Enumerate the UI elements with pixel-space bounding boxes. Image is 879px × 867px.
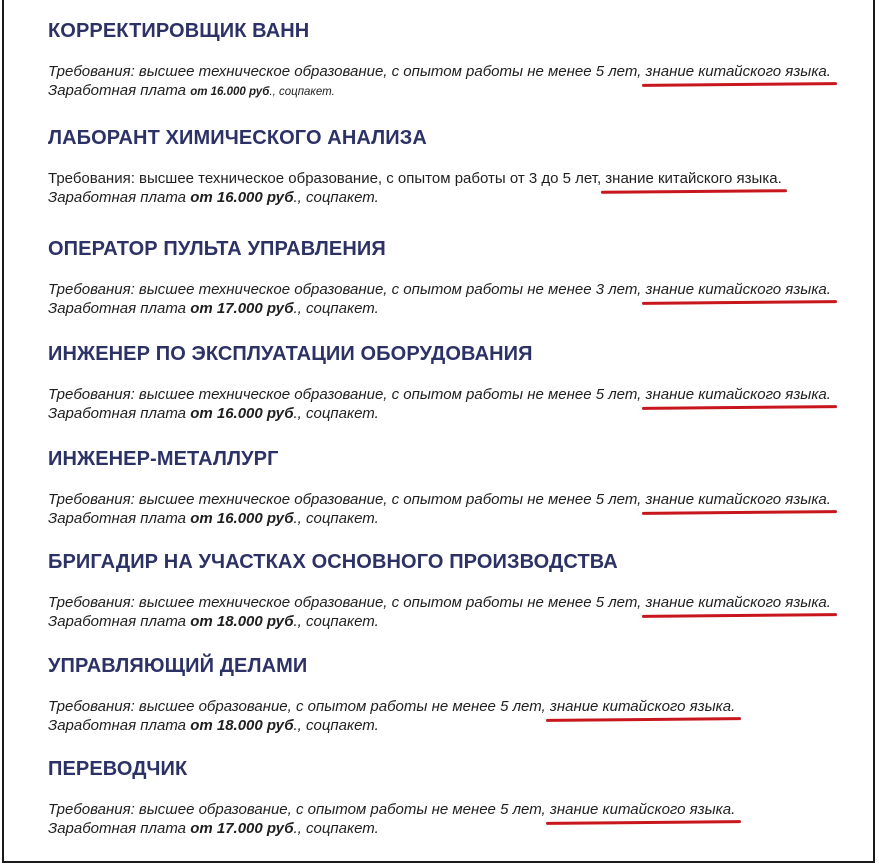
salary-label: Заработная плата: [48, 405, 191, 422]
job-title: УПРАВЛЯЮЩИЙ ДЕЛАМИ: [48, 655, 308, 677]
job-title: ЛАБОРАНТ ХИМИЧЕСКОГО АНАЛИЗА: [48, 127, 427, 149]
job-requirements: [48, 280, 868, 299]
salary-amount: от 18.000 руб: [190, 717, 294, 734]
job-requirements: [48, 62, 868, 81]
salary-label: Заработная плата: [48, 820, 191, 837]
job-title: БРИГАДИР НА УЧАСТКАХ ОСНОВНОГО ПРОИЗВОДСТВА: [48, 551, 618, 573]
job-listing: [48, 237, 868, 318]
salary-benefits: ., соцпакет.: [293, 300, 379, 317]
salary-label: Заработная плата: [48, 189, 191, 206]
highlighted-requirement: знание китайского языка.: [645, 386, 831, 403]
salary-amount: от 18.000 руб: [190, 613, 294, 630]
salary-benefits: ., соцпакет.: [293, 510, 379, 527]
highlighted-requirement: знание китайского языка.: [645, 281, 831, 298]
requirements-text: Требования: высшее техническое образование, с опытом работы не менее 3 лет,: [48, 281, 646, 298]
salary-label: Заработная плата: [48, 510, 191, 527]
job-salary: [48, 716, 868, 735]
salary-amount: от 16.000 руб: [190, 510, 294, 527]
requirements-text: Требования: высшее техническое образование, с опытом работы от 3 до 5 лет,: [48, 170, 606, 187]
salary-amount: от 17.000 руб: [190, 300, 294, 317]
job-requirements: [48, 697, 868, 716]
job-requirements: [48, 169, 868, 188]
job-listing: [48, 447, 868, 528]
salary-amount: от 16.000 руб: [190, 405, 294, 422]
salary-label: Заработная плата: [48, 613, 191, 630]
job-listing: [48, 342, 868, 423]
highlighted-requirement: знание китайского языка.: [645, 594, 831, 611]
requirements-text: Требования: высшее техническое образование, с опытом работы не менее 5 лет,: [48, 491, 646, 508]
requirements-text: Требования: высшее техническое образование, с опытом работы не менее 5 лет,: [48, 386, 646, 403]
salary-label: Заработная плата: [48, 300, 191, 317]
job-title: ИНЖЕНЕР ПО ЭКСПЛУАТАЦИИ ОБОРУДОВАНИЯ: [48, 343, 533, 365]
highlighted-requirement: знание китайского языка.: [605, 170, 782, 187]
salary-benefits: ., соцпакет.: [293, 717, 379, 734]
job-title: ОПЕРАТОР ПУЛЬТА УПРАВЛЕНИЯ: [48, 238, 386, 260]
job-title: ИНЖЕНЕР-МЕТАЛЛУРГ: [48, 448, 279, 470]
job-listing: [48, 654, 868, 735]
salary-amount: от 17.000 руб: [190, 820, 294, 837]
highlighted-requirement: знание китайского языка.: [549, 698, 736, 715]
job-requirements: [48, 385, 868, 404]
job-listing: [48, 550, 868, 631]
salary-label: Заработная плата: [48, 82, 191, 99]
job-listing: [48, 126, 868, 207]
highlighted-requirement: знание китайского языка.: [549, 801, 736, 818]
job-salary: [48, 819, 868, 838]
requirements-text: Требования: высшее образование, с опытом работы не менее 5 лет,: [48, 698, 550, 715]
highlighted-requirement: знание китайского языка.: [645, 63, 831, 80]
salary-benefits: ., соцпакет.: [293, 613, 379, 630]
salary-benefits: ., соцпакет.: [293, 820, 379, 837]
job-requirements: [48, 593, 868, 612]
salary-amount: от 16.000 руб: [190, 86, 270, 98]
salary-benefits: ., соцпакет.: [293, 189, 379, 206]
job-requirements: [48, 490, 868, 509]
salary-label: Заработная плата: [48, 717, 191, 734]
job-listing: [48, 757, 868, 838]
job-title: КОРРЕКТИРОВЩИК ВАНН: [48, 20, 310, 42]
highlighted-requirement: знание китайского языка.: [645, 491, 831, 508]
job-title: ПЕРЕВОДЧИК: [48, 758, 188, 780]
salary-benefits: ., соцпакет.: [293, 405, 379, 422]
requirements-text: Требования: высшее техническое образование, с опытом работы не менее 5 лет,: [48, 594, 646, 611]
requirements-text: Требования: высшее образование, с опытом работы не менее 5 лет,: [48, 801, 550, 818]
requirements-text: Требования: высшее техническое образование, с опытом работы не менее 5 лет,: [48, 63, 646, 80]
job-listing: [48, 19, 868, 102]
salary-benefits: ., соцпакет.: [269, 86, 335, 98]
job-requirements: [48, 800, 868, 819]
salary-amount: от 16.000 руб: [190, 189, 294, 206]
